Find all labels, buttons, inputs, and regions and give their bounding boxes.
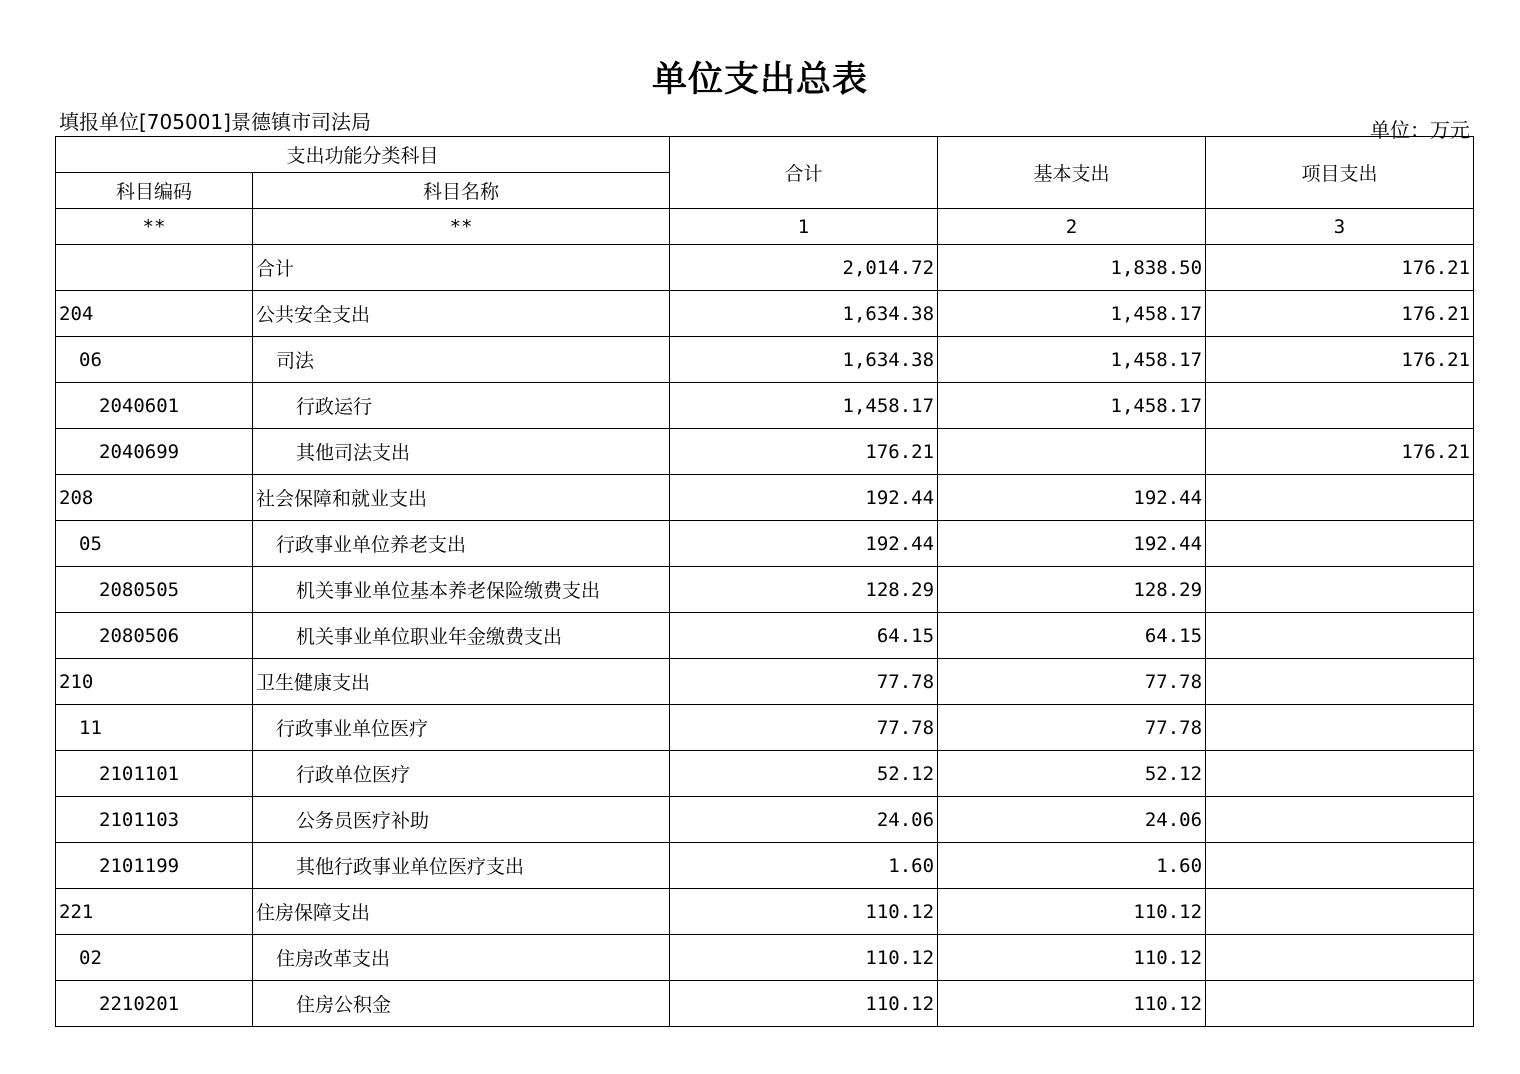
cell-total: 128.29 bbox=[670, 567, 938, 613]
currency-unit: 单位：万元 bbox=[1370, 118, 1470, 142]
cell-code: 208 bbox=[56, 475, 253, 521]
header-function-category: 支出功能分类科目 bbox=[56, 137, 670, 173]
cell-basic: 110.12 bbox=[938, 935, 1206, 981]
cell-total: 110.12 bbox=[670, 935, 938, 981]
header-name: 科目名称 bbox=[253, 173, 670, 209]
table-row bbox=[56, 567, 1474, 613]
cell-code: 2080505 bbox=[56, 567, 253, 613]
index-code: ** bbox=[56, 209, 253, 245]
cell-name: 住房保障支出 bbox=[253, 889, 670, 935]
cell-name: 机关事业单位职业年金缴费支出 bbox=[253, 613, 670, 659]
table-row bbox=[56, 291, 1474, 337]
table-row bbox=[56, 751, 1474, 797]
index-row bbox=[56, 209, 1474, 245]
cell-total: 110.12 bbox=[670, 889, 938, 935]
cell-code: 06 bbox=[56, 337, 253, 383]
cell-project bbox=[1206, 705, 1474, 751]
cell-code: 2101101 bbox=[56, 751, 253, 797]
table-row bbox=[56, 429, 1474, 475]
cell-basic: 77.78 bbox=[938, 705, 1206, 751]
cell-project: 176.21 bbox=[1206, 429, 1474, 475]
page-title: 单位支出总表 bbox=[651, 59, 868, 100]
cell-project bbox=[1206, 567, 1474, 613]
cell-project bbox=[1206, 383, 1474, 429]
header-basic: 基本支出 bbox=[938, 137, 1206, 209]
expenditure-table bbox=[55, 136, 1474, 1027]
cell-total: 77.78 bbox=[670, 659, 938, 705]
cell-name: 行政单位医疗 bbox=[253, 751, 670, 797]
cell-basic: 128.29 bbox=[938, 567, 1206, 613]
table-row bbox=[56, 981, 1474, 1027]
cell-code: 210 bbox=[56, 659, 253, 705]
table-row bbox=[56, 245, 1474, 291]
cell-name: 住房改革支出 bbox=[253, 935, 670, 981]
cell-basic: 1,458.17 bbox=[938, 337, 1206, 383]
cell-code: 02 bbox=[56, 935, 253, 981]
cell-code: 2210201 bbox=[56, 981, 253, 1027]
cell-code: 2101103 bbox=[56, 797, 253, 843]
cell-total: 1.60 bbox=[670, 843, 938, 889]
cell-basic: 1,458.17 bbox=[938, 291, 1206, 337]
cell-project bbox=[1206, 981, 1474, 1027]
cell-project bbox=[1206, 797, 1474, 843]
cell-name: 行政事业单位医疗 bbox=[253, 705, 670, 751]
cell-name: 公务员医疗补助 bbox=[253, 797, 670, 843]
cell-code: 204 bbox=[56, 291, 253, 337]
cell-total: 192.44 bbox=[670, 521, 938, 567]
cell-basic: 1.60 bbox=[938, 843, 1206, 889]
cell-name: 行政运行 bbox=[253, 383, 670, 429]
cell-total: 176.21 bbox=[670, 429, 938, 475]
cell-name: 机关事业单位基本养老保险缴费支出 bbox=[253, 567, 670, 613]
cell-total: 64.15 bbox=[670, 613, 938, 659]
cell-name: 其他行政事业单位医疗支出 bbox=[253, 843, 670, 889]
cell-basic bbox=[938, 429, 1206, 475]
cell-total: 24.06 bbox=[670, 797, 938, 843]
cell-code: 2040699 bbox=[56, 429, 253, 475]
cell-basic: 1,458.17 bbox=[938, 383, 1206, 429]
index-name: ** bbox=[253, 209, 670, 245]
cell-code: 11 bbox=[56, 705, 253, 751]
cell-basic: 192.44 bbox=[938, 475, 1206, 521]
cell-total: 1,634.38 bbox=[670, 337, 938, 383]
cell-basic: 1,838.50 bbox=[938, 245, 1206, 291]
table-row bbox=[56, 475, 1474, 521]
cell-project: 176.21 bbox=[1206, 291, 1474, 337]
cell-basic: 192.44 bbox=[938, 521, 1206, 567]
cell-basic: 110.12 bbox=[938, 981, 1206, 1027]
table-row bbox=[56, 889, 1474, 935]
index-project: 3 bbox=[1206, 209, 1474, 245]
cell-basic: 64.15 bbox=[938, 613, 1206, 659]
table-row bbox=[56, 613, 1474, 659]
cell-project bbox=[1206, 935, 1474, 981]
cell-name: 卫生健康支出 bbox=[253, 659, 670, 705]
cell-basic: 110.12 bbox=[938, 889, 1206, 935]
cell-code: 2101199 bbox=[56, 843, 253, 889]
table-row bbox=[56, 705, 1474, 751]
index-basic: 2 bbox=[938, 209, 1206, 245]
cell-basic: 77.78 bbox=[938, 659, 1206, 705]
cell-name: 社会保障和就业支出 bbox=[253, 475, 670, 521]
cell-basic: 24.06 bbox=[938, 797, 1206, 843]
table-row bbox=[56, 521, 1474, 567]
cell-name: 司法 bbox=[253, 337, 670, 383]
cell-total: 52.12 bbox=[670, 751, 938, 797]
index-total: 1 bbox=[670, 209, 938, 245]
cell-code: 05 bbox=[56, 521, 253, 567]
table-row bbox=[56, 843, 1474, 889]
cell-code: 2040601 bbox=[56, 383, 253, 429]
cell-code: 2080506 bbox=[56, 613, 253, 659]
table-row bbox=[56, 935, 1474, 981]
cell-name: 住房公积金 bbox=[253, 981, 670, 1027]
cell-project bbox=[1206, 659, 1474, 705]
table-row bbox=[56, 659, 1474, 705]
header-project: 项目支出 bbox=[1206, 137, 1474, 209]
cell-code: 221 bbox=[56, 889, 253, 935]
cell-project bbox=[1206, 521, 1474, 567]
cell-name: 公共安全支出 bbox=[253, 291, 670, 337]
header-total: 合计 bbox=[670, 137, 938, 209]
cell-project bbox=[1206, 889, 1474, 935]
cell-total: 192.44 bbox=[670, 475, 938, 521]
cell-total: 1,634.38 bbox=[670, 291, 938, 337]
cell-name: 行政事业单位养老支出 bbox=[253, 521, 670, 567]
cell-name: 合计 bbox=[253, 245, 670, 291]
cell-total: 2,014.72 bbox=[670, 245, 938, 291]
cell-name: 其他司法支出 bbox=[253, 429, 670, 475]
header-code: 科目编码 bbox=[56, 173, 253, 209]
cell-project: 176.21 bbox=[1206, 337, 1474, 383]
table-row bbox=[56, 383, 1474, 429]
cell-project bbox=[1206, 843, 1474, 889]
cell-total: 1,458.17 bbox=[670, 383, 938, 429]
reporting-unit: 填报单位[705001]景德镇市司法局 bbox=[59, 110, 371, 134]
cell-project bbox=[1206, 613, 1474, 659]
cell-basic: 52.12 bbox=[938, 751, 1206, 797]
cell-code bbox=[56, 245, 253, 291]
table-row bbox=[56, 797, 1474, 843]
cell-total: 77.78 bbox=[670, 705, 938, 751]
header-row-1 bbox=[56, 137, 1474, 173]
cell-total: 110.12 bbox=[670, 981, 938, 1027]
cell-project: 176.21 bbox=[1206, 245, 1474, 291]
cell-project bbox=[1206, 475, 1474, 521]
table-row bbox=[56, 337, 1474, 383]
cell-project bbox=[1206, 751, 1474, 797]
